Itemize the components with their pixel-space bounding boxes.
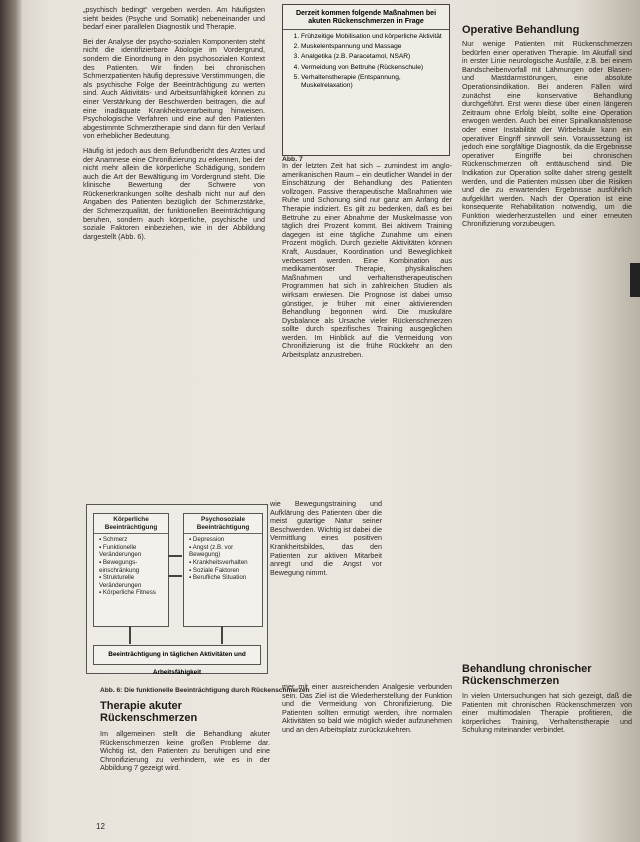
paragraph: Nur wenige Patienten mit Rückenschmerzen bedürfen einer operativen Therapie. Im Akutfall sind in erster Linie neurologische Ausfälle, z.B. bei einem Bandscheibenvorfall mit Lähmungen oder Blasen- und Mastdarmstörungen, eine absolute Operationsindikation. Bei anderen Fällen wird zunächst eine konservative Behandlung durchgeführt. Erst wenn diese über einen längeren Zeitraum ohne Erfolg bleibt, sollte eine Operation erwogen werden. Auch bei einer Spinalkanalstenose oder einer Instabilität der Wirbelsäule kann ein operativer Eingriff sinnvoll sein. Voraussetzung ist jedoch eine sorgfältige Diagnostik, da die Ergebnisse operativer Eingriffe bei chronischen Rückenschmerzen oft enttäuschend sind. Die Indikation zur Operation sollte daher streng gestellt werden, und die Patienten müssen über die Risiken und die zu erwartenden Ergebnisse ausführlich aufgeklärt werden. Nach der Operation ist eine konsequente Rehabilitation notwendig, um die Funktion wiederherzustellen und einer erneuten Chronifizierung vorzubeugen. [462, 39, 632, 229]
paragraph: In der letzten Zeit hat sich – zumindest im anglo-amerikanischen Raum – ein deutlicher Wandel in der Einschätzung der Behandlung des Patienten vollzogen. Passive therapeutische Maßnahmen wie Ruhe und Schonung sind nur ganz am Anfang der Therapie indiziert. Es gilt zu bedenken, daß es bei Bettruhe zu einer Abnahme der Muskelmasse von täglich drei Prozent kommt. Bei aktivem Training dagegen ist eine tägliche Zunahme um einen Prozent möglich. Durch gezielte Aktivitäten können Kraft, Ausdauer, Koordination und Beweglichkeit verbessert werden. Eine Kombination aus medikamentöser Therapie, physikalischen Maßnahmen und verhaltenstherapeutischen Programmen hat sich in zahlreichen Studien als wirksam erwiesen. Die Prognose ist dabei umso günstiger, je früher mit einer aktivierenden Behandlung begonnen wird. Die muskuläre Dysbalance als Ursache vieler Rückenschmerzen sollte durch spezifisches Training ausgeglichen werden. Im Hinblick auf die Vermeidung von Chronifizierung ist die frühe Rückkehr an den Arbeitsplatz anzustreben. [282, 161, 452, 360]
paragraph: In vielen Untersuchungen hat sich gezeigt, daß die Patienten mit chronischen Rückenschmerzen von einer multimodalen Therapie profitieren, die körperliches Training, Verhaltenstherapie und Schulung miteinander verbindet. [462, 691, 632, 735]
section-heading: Operative Behandlung [462, 24, 580, 36]
section-heading: Therapie akuter Rückenschmerzen [100, 700, 198, 724]
list-item: ▪ Berufliche Situation [189, 574, 259, 582]
page-number: 12 [96, 822, 105, 831]
page-edge-marker [630, 263, 640, 297]
paragraph: Häufig ist jedoch aus dem Befundbericht des Arztes und der Anamnese eine Chronifizierung zu erkennen, bei der nicht mehr allein die körperliche Schädigung, sondern auch die Art der Bewältigung im Vordergrund steht. Die klinische Bewertung der Schwere von Rückenerkrankungen sollte deshalb nicht nur auf den Angaben des Patienten bezüglich der Schmerzstärke, der Schmerzqualität, der funktionellen Beeinträchtigung beruhen, sondern auch körperliche, psychische und soziale Faktoren einbeziehen, wie in der Abbildung dargestellt (Abb. 6). [83, 145, 265, 241]
measures-box [282, 4, 450, 156]
list-item: ▪ Soziale Faktoren [189, 567, 259, 575]
list-item: ▪ Bewegungseinschränkung [99, 559, 165, 574]
psychosocial-impairment-box [183, 513, 263, 627]
psychosocial-impairment-list [184, 536, 262, 582]
list-item: 3. Analgetika (z.B. Paracetamol, NSAR) [301, 53, 445, 61]
list-item: ▪ Strukturelle Veränderungen [99, 574, 165, 589]
physical-impairment-list [94, 536, 168, 597]
paragraph: „psychisch bedingt“ vergeben werden. Am häufigsten sieht beides (Psyche und Somatik) nebeneinander und bedarf einer parallelen Diagnostik und Therapie. [83, 5, 265, 32]
paragraph: Im allgemeinen stellt die Behandlung akuter Rückenschmerzen keine großen Probleme dar. Wichtig ist, den Patienten zu beruhigen und eine Chronifizierung zu verhindern, wie es in der Abbildung 7 gezeigt wird. [100, 729, 270, 773]
paragraph: Bei der Analyse der psycho-sozialen Komponenten steht nicht die identifizierbare Ätiologie im Vordergrund, sondern die Einordnung in den psychosozialen Kontext des Patienten. Wir finden bei chronischen Schmerzpatienten häufig depressive Verstimmungen, die als psychische Folge der Beeinträchtigung zu werten sind. Auch Aktivitäts- und Arbeitsunfähigkeit können zu einer Verstärkung der Beschwerden beitragen, die auf eine inadäquate Krankheitsverarbeitung hinweisen. Psychologische Verfahren und eine auf den Patienten abgestimmte Schmerztherapie sind dann für den Verlauf von erheblicher Bedeutung. [83, 36, 265, 141]
section-heading: Behandlung chronischer Rückenschmerzen [462, 663, 592, 687]
paragraph: wie Bewegungstraining und Aufklärung des Patienten über die meist gutartige Natur seiner Beschwerden. Wichtig ist dabei die Vermittlung eines positiven Krankheitsbildes, das den Patienten zur aktiven Mitarbeit anregt und die Angst vor Bewegung nimmt. [270, 499, 382, 577]
impairment-diagram [86, 504, 268, 674]
arrow [168, 575, 182, 577]
list-item: 4. Vermeidung von Bettruhe (Rückenschule) [301, 64, 445, 72]
list-item: 5. Verhaltenstherapie (Entspannung, Muskelrelaxation) [301, 74, 445, 90]
column-2-bottom [282, 683, 452, 741]
measures-box-title: Derzeit kommen folgende Maßnahmen bei akuten Rückenschmerzen in Frage [283, 5, 449, 30]
list-item: ▪ Depression [189, 536, 259, 544]
list-item: 2. Muskelentspannung und Massage [301, 43, 445, 51]
figure-caption: Abb. 7 [282, 156, 303, 163]
column-1-continuation [270, 500, 382, 583]
activity-impairment-box: Beeinträchtigung in täglichen Aktivitäten und Arbeitsfähigkeit [93, 645, 261, 665]
column-2 [282, 162, 452, 366]
column-1 [83, 6, 265, 247]
list-item: ▪ Funktionelle Veränderungen [99, 544, 165, 559]
arrow [221, 626, 223, 644]
box-title: Körperliche Beeinträchtigung [94, 514, 168, 534]
measures-list [283, 33, 449, 90]
paragraph: mer mit einer ausreichenden Analgesie verbunden sein. Das Ziel ist die Wiederherstellung der Funktion und die Vermeidung von Chronifizierung. Die Patienten sollten ermutigt werden, ihre normalen Aktivitäten so bald wie möglich wieder aufzunehmen und an den Arbeitsplatz zurückzukehren. [282, 682, 452, 734]
list-item: ▪ Angst (z.B. vor Bewegung) [189, 544, 259, 559]
figure-caption: Abb. 6: Die funktionelle Beeinträchtigung durch Rückenschmerzen [100, 687, 310, 694]
column-3 [462, 40, 632, 235]
list-item: 1. Frühzeitige Mobilisation und körperliche Aktivität [301, 33, 445, 41]
list-item: ▪ Körperliche Fitness [99, 589, 165, 597]
list-item: ▪ Krankheitsverhalten [189, 559, 259, 567]
book-spine [0, 0, 22, 842]
box-title: Psychosoziale Beeinträchtigung [184, 514, 262, 534]
arrow [129, 626, 131, 644]
list-item: ▪ Schmerz [99, 536, 165, 544]
physical-impairment-box [93, 513, 169, 627]
arrow [168, 555, 182, 557]
